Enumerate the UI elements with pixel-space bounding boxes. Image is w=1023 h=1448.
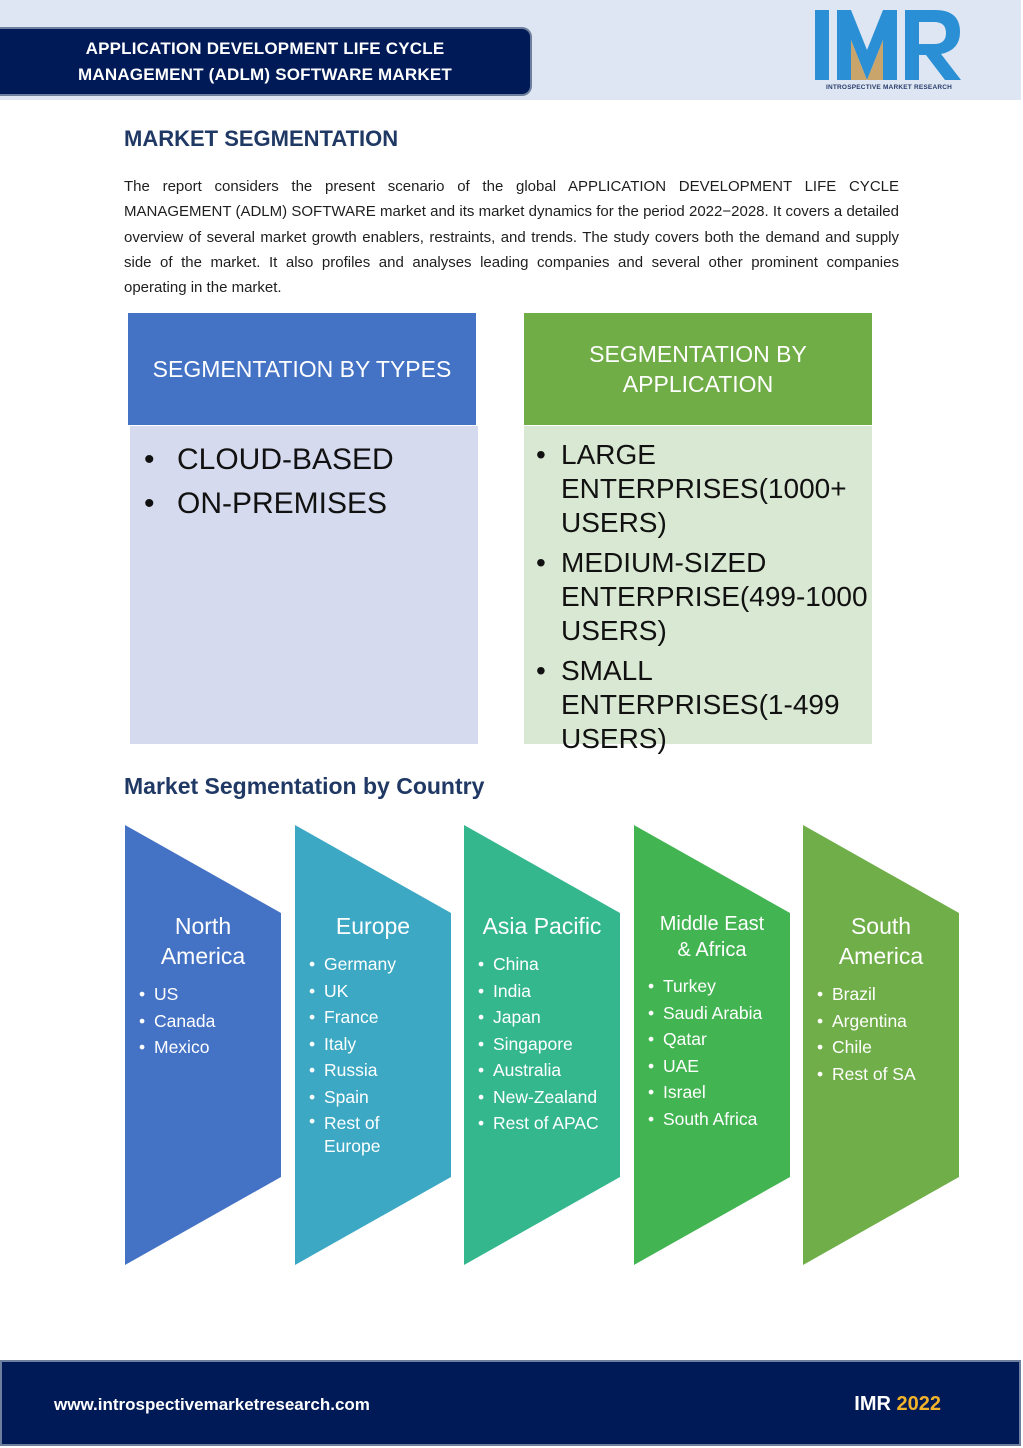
country-item: • Qatar — [648, 1026, 762, 1053]
report-title-banner — [0, 27, 532, 96]
website-link[interactable]: www.introspectivemarketresearch.com — [54, 1395, 370, 1414]
region-name-line-1: Middle East — [659, 913, 765, 935]
region-europe — [295, 825, 451, 1265]
country-item: • South Africa — [648, 1106, 762, 1133]
country-item: • Turkey — [648, 973, 762, 1000]
country-item: • India — [478, 978, 599, 1005]
country-item: • Italy — [309, 1031, 404, 1058]
country-item: • Saudi Arabia — [648, 1000, 762, 1027]
type-item: • CLOUD-BASED — [144, 438, 478, 482]
country-item: • Rest of APAC — [478, 1110, 599, 1137]
region-name — [803, 911, 959, 971]
logo-tagline: INTROSPECTIVE MARKET RESEARCH — [825, 84, 953, 91]
country-item: • Singapore — [478, 1031, 599, 1058]
region-name-line-1: Europe — [335, 913, 411, 939]
type-item: • ON-PREMISES — [144, 482, 478, 526]
region-name-line-2: America — [160, 943, 246, 969]
country-item: • France — [309, 1004, 404, 1031]
segmentation-application-heading-line-1: SEGMENTATION BY — [589, 341, 807, 367]
country-item: • Brazil — [817, 981, 916, 1008]
country-list — [478, 951, 599, 1137]
footer-brand-name: IMR — [854, 1393, 891, 1415]
region-name — [464, 911, 620, 941]
country-list — [309, 951, 404, 1158]
country-item: • UAE — [648, 1053, 762, 1080]
region-name-line-1: Asia Pacific — [482, 913, 602, 939]
footer-brand — [854, 1393, 941, 1416]
application-item: • SMALL ENTERPRISES(1-499 USERS) — [536, 654, 872, 756]
country-item: • Chile — [817, 1034, 916, 1061]
country-list — [139, 981, 215, 1061]
country-item: • UK — [309, 978, 404, 1005]
country-item: • Rest of Europe — [309, 1110, 404, 1158]
country-item: • Argentina — [817, 1008, 916, 1035]
region-name — [634, 911, 790, 963]
region-name — [125, 911, 281, 971]
country-item: • New-Zealand — [478, 1084, 599, 1111]
country-item: • Canada — [139, 1008, 215, 1035]
application-list — [536, 438, 872, 756]
segmentation-types-heading — [128, 313, 476, 425]
report-title-line-1: APPLICATION DEVELOPMENT LIFE CYCLE — [85, 38, 445, 58]
country-item: • US — [139, 981, 215, 1008]
report-title-line-2: MANAGEMENT (ADLM) SOFTWARE MARKET — [78, 64, 452, 84]
country-item: • Japan — [478, 1004, 599, 1031]
footer-year: 2022 — [896, 1393, 941, 1415]
intro-paragraph: The report considers the present scenario of the global APPLICATION DEVELOPMENT LIFE CYCLE MANAGEMENT (ADLM) SOFTWARE market and its market dynamics for the period 2022−2028. It covers a detailed overview of several market growth enablers, restraints, and trends. The study covers both the demand and supply side of the market. It also profiles and analyses leading companies and several other prominent companies operating in the market. — [124, 178, 899, 297]
section-title: MARKET SEGMENTATION — [124, 126, 399, 151]
country-section-title: Market Segmentation by Country — [124, 773, 485, 799]
country-item: • Germany — [309, 951, 404, 978]
region-asia-pacific — [464, 825, 620, 1265]
imr-logo-icon — [815, 8, 965, 96]
region-name — [295, 911, 451, 941]
region-name-line-2: America — [838, 943, 924, 969]
region-name-line-1: South — [850, 913, 912, 939]
country-item: • Russia — [309, 1057, 404, 1084]
region-middle-east-africa — [634, 825, 790, 1265]
country-item: • Spain — [309, 1084, 404, 1111]
country-item: • Israel — [648, 1079, 762, 1106]
country-item: • Rest of SA — [817, 1061, 916, 1088]
segmentation-application-panel — [524, 426, 872, 754]
segmentation-types-heading-text: SEGMENTATION BY TYPES — [152, 356, 452, 382]
segmentation-types-panel — [130, 426, 478, 744]
country-list — [817, 981, 916, 1087]
segmentation-application-heading-line-2: APPLICATION — [622, 371, 774, 397]
country-item: • Australia — [478, 1057, 599, 1084]
types-list — [144, 438, 478, 526]
region-north-america — [125, 825, 281, 1265]
region-name-line-2: & Africa — [677, 939, 747, 961]
application-item: • LARGE ENTERPRISES(1000+ USERS) — [536, 438, 872, 540]
segmentation-application-heading — [524, 313, 872, 425]
country-list — [648, 973, 762, 1132]
application-item: • MEDIUM-SIZED ENTERPRISE(499-1000 USERS) — [536, 546, 872, 648]
country-item: • China — [478, 951, 599, 978]
country-item: • Mexico — [139, 1034, 215, 1061]
footer — [0, 1360, 1021, 1446]
region-south-america — [803, 825, 959, 1265]
region-name-line-1: North — [174, 913, 232, 939]
